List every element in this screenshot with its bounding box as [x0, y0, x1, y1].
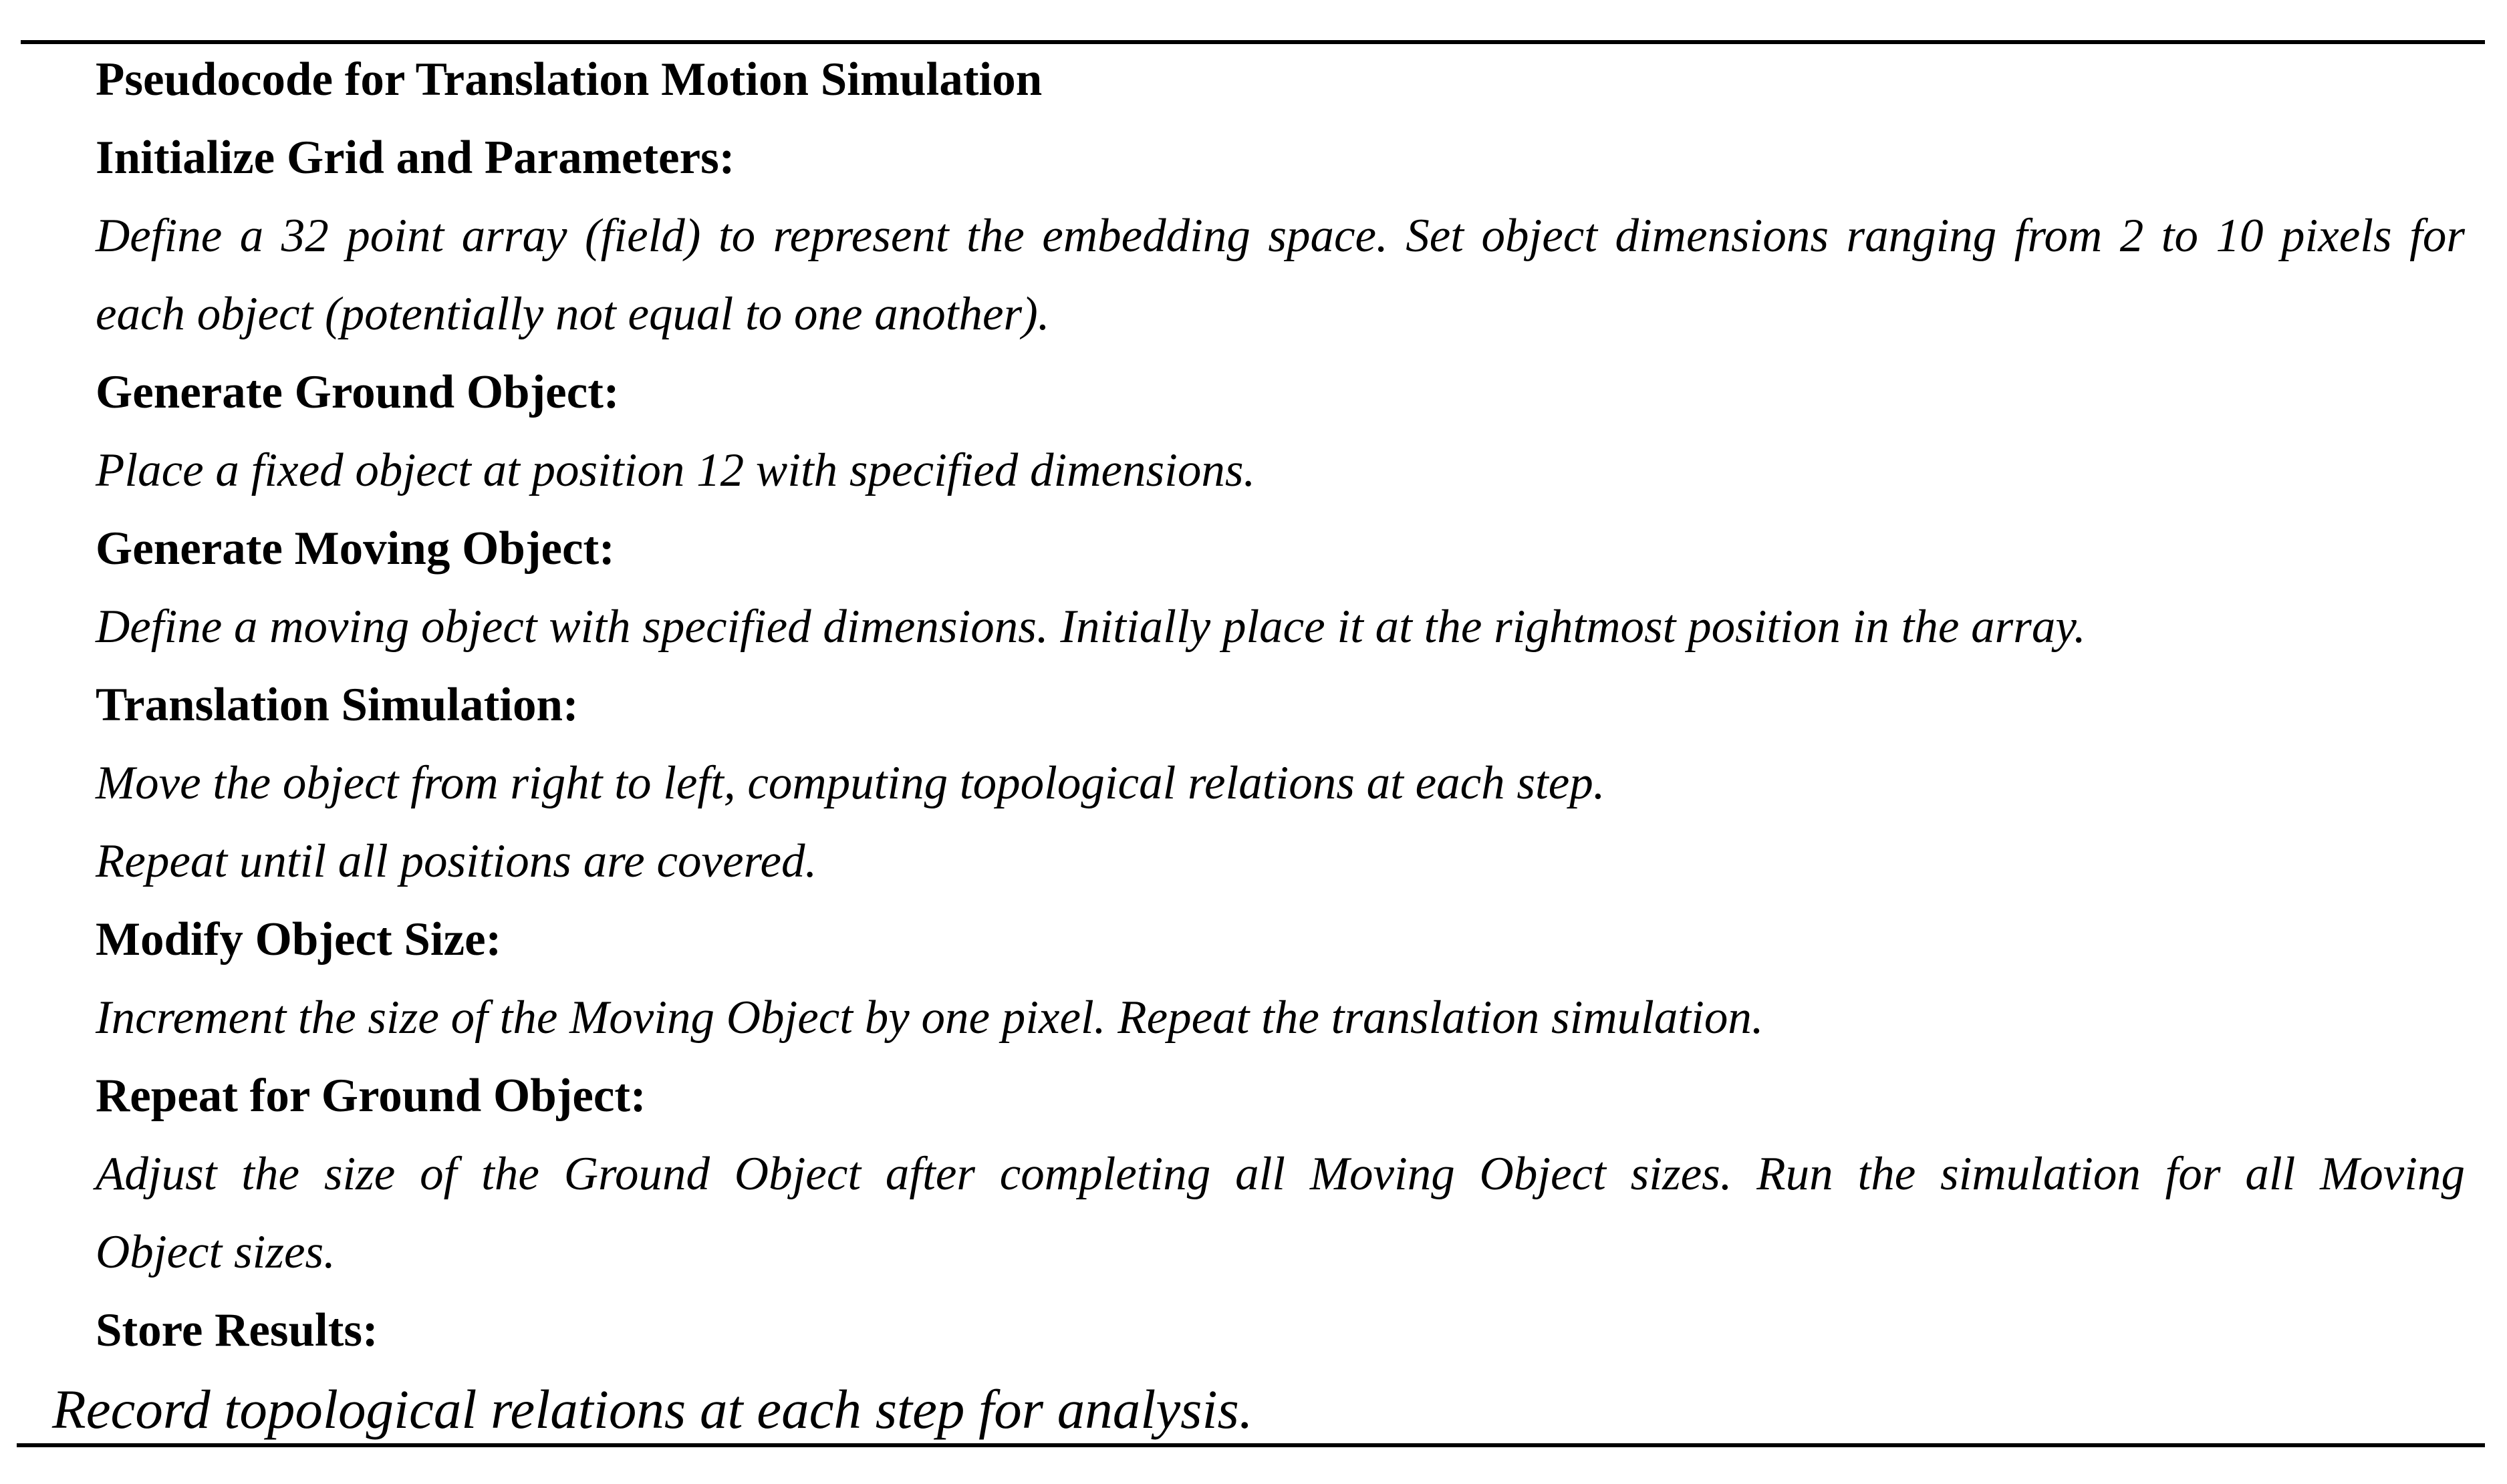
section-text-ground-object: Place a fixed object at position 12 with specified dimensions.	[96, 444, 1256, 496]
section-heading-translation: Translation Simulation:	[96, 679, 579, 731]
section-text-translation-line-2: Repeat until all positions are covered.	[96, 835, 817, 887]
section-heading-moving-object: Generate Moving Object:	[96, 523, 615, 575]
section-text-modify-size: Increment the size of the Moving Object by one pixel. Repeat the translation simulation.	[96, 992, 1764, 1044]
section-text-moving-object: Define a moving object with specified dimensions. Initially place it at the rightmost position in the array.	[96, 601, 2086, 653]
table-top-rule	[21, 40, 2485, 44]
table-bottom-rule	[17, 1443, 2485, 1447]
section-text-initialize-line-2: each object (potentially not equal to one another).	[96, 288, 1050, 340]
section-text-repeat-ground-line-1: Adjust the size of the Ground Object after completing all Moving Object sizes. Run the simulation for all Moving	[96, 1148, 2465, 1200]
section-heading-initialize: Initialize Grid and Parameters:	[96, 132, 735, 184]
section-text-repeat-ground-line-2: Object sizes.	[96, 1226, 336, 1278]
section-text-translation-line-1: Move the object from right to left, computing topological relations at each step.	[96, 757, 1605, 809]
pseudocode-title: Pseudocode for Translation Motion Simulation	[96, 53, 1043, 106]
section-heading-repeat-ground: Repeat for Ground Object:	[96, 1070, 646, 1122]
section-heading-modify-size: Modify Object Size:	[96, 913, 502, 966]
section-heading-ground-object: Generate Ground Object:	[96, 366, 620, 418]
section-text-store-results: Record topological relations at each step for analysis.	[52, 1378, 1253, 1440]
section-heading-store-results: Store Results:	[96, 1304, 378, 1356]
section-text-initialize-line-1: Define a 32 point array (field) to represent the embedding space. Set object dimensions ranging from 2 to 10 pixels for	[96, 210, 2465, 262]
